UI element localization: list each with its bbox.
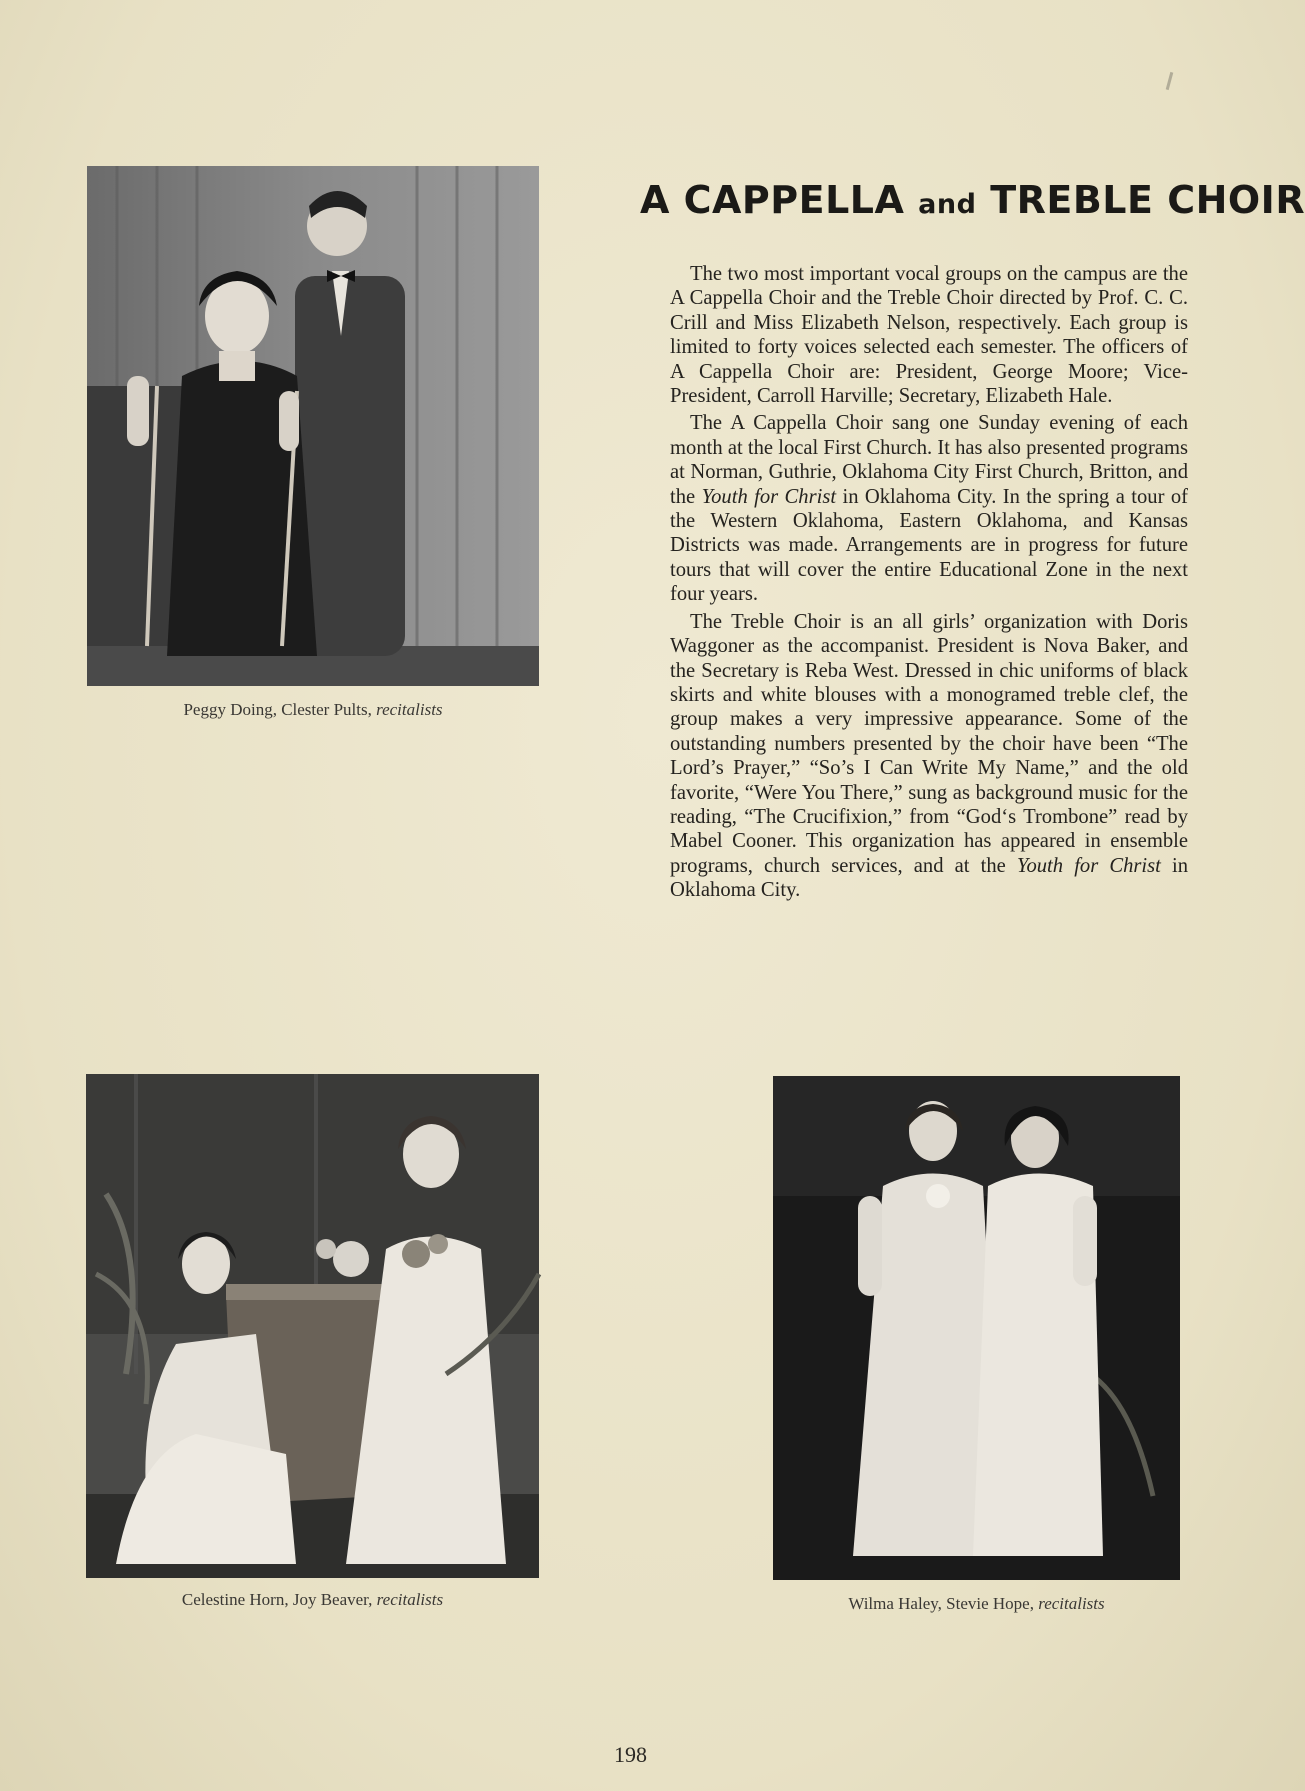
title-part-1: A CAPPELLA — [640, 178, 905, 222]
caption-names: Wilma Haley, Stevie Hope, — [848, 1594, 1034, 1613]
caption-role: recitalists — [1038, 1594, 1105, 1613]
photo-caption-3 — [773, 1594, 1180, 1614]
page-title — [640, 178, 1305, 222]
title-part-2: TREBLE CHOIR — [990, 178, 1305, 222]
caption-role: recitalists — [376, 700, 443, 719]
caption-names: Celestine Horn, Joy Beaver, — [181, 1590, 373, 1609]
photo-caption-2 — [86, 1590, 539, 1610]
photo-wilma-haley-stevie-hope — [773, 1076, 1180, 1580]
title-and: and — [918, 189, 977, 220]
youth-for-christ-1: Youth for Christ — [701, 485, 837, 508]
photo-caption-1 — [87, 700, 539, 720]
paragraph-1: The two most important vocal groups on the campus are the A Cappella Choir and the Treble Choir directed by Prof. C. C. Crill and Miss Elizabeth Nelson, respectively. Each group is limited to forty voices selected each semester. The officers of A Cappella Choir are: President, George Moore; Vice-President, Carroll Harville; Secretary, Elizabeth Hale. — [670, 263, 1188, 408]
caption-names: Peggy Doing, Clester Pults, — [183, 700, 372, 719]
paragraph-3: The Treble Choir is an all girls’ organization with Doris Waggoner as the accompanist. President is Nova Baker, and the Secretary is Reba West. Dressed in chic uniforms of black skirts and white blouses with a monogramed treble clef, the group makes a very impressive appearance. Some of the outstanding numbers presented by the choir have been “The Lord’s Prayer,” “So’s I Can Write My Name,” and the old favorite, “Were You There,” sung as background music for the reading, “The Crucifixion,” from “God‘s Trombone” read by Mabel Cooner. This organization has appeared in ensemble programs, church services, and at the Youth for Christ in Oklahoma City. — [670, 610, 1188, 902]
article-body — [670, 262, 1188, 906]
photo-peggy-doing-clester-pults — [87, 166, 539, 686]
pencil-mark — [1166, 72, 1174, 90]
paragraph-2: The A Cappella Choir sang one Sunday evening of each month at the local First Church. It has also presented programs at Norman, Guthrie, Oklahoma City First Church, Britton, and the Youth for Christ in Oklahoma City. In the spring a tour of the Western Oklahoma, Eastern Oklahoma, and Kansas Districts was made. Arrangements are in progress for future tours that will cover the entire Educational Zone in the next four years. — [670, 412, 1188, 606]
youth-for-christ-2: Youth for Christ — [1016, 854, 1161, 877]
caption-role: recitalists — [376, 1590, 444, 1609]
page-number: 198 — [614, 1742, 647, 1767]
photo-celestine-horn-joy-beaver — [86, 1074, 539, 1578]
